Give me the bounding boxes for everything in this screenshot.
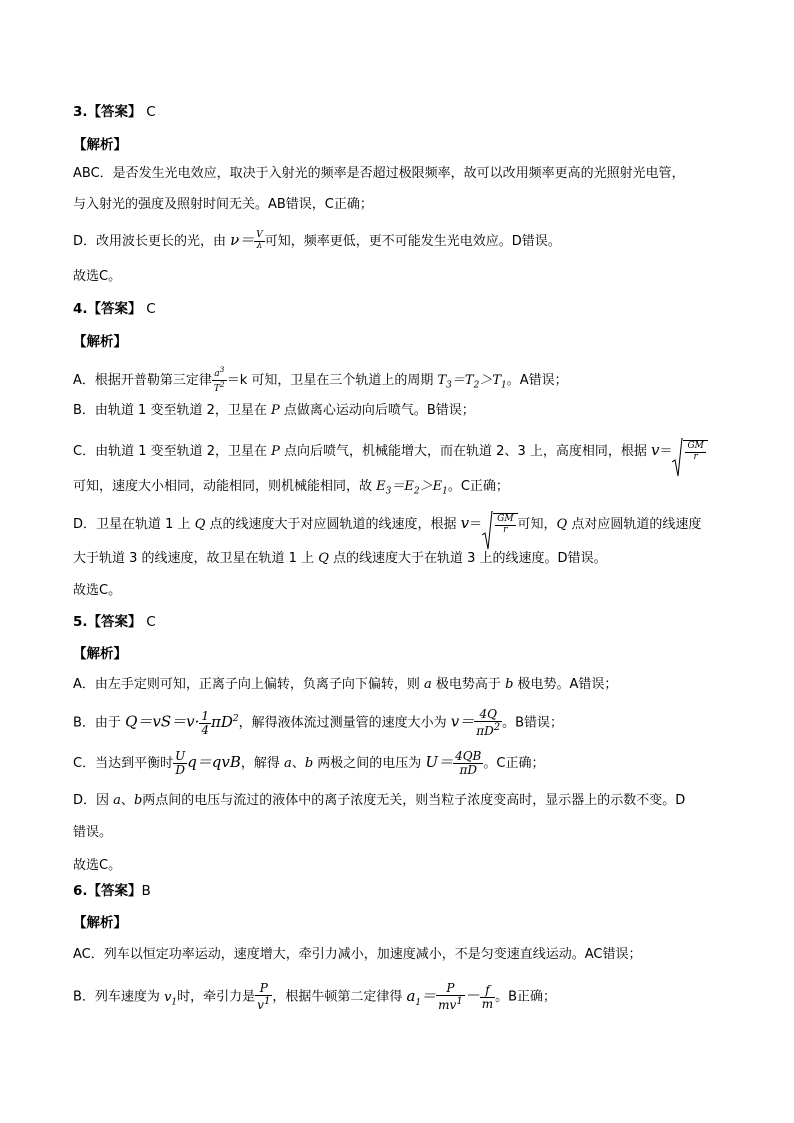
- q5-velocity-frac: $\frac{4Q}{\pi D^2}$: [476, 707, 501, 739]
- q4-line-c1-pre: C．由轨道 1 变至轨道 2，卫星在: [73, 443, 272, 459]
- q6-number: 6.: [73, 883, 88, 899]
- q4-answer: C: [146, 301, 156, 317]
- q5-line-c-post: 。C正确；: [483, 756, 545, 772]
- q4-line-d1-mid: 点的线速度大于对应圆轨道的线速度，根据: [205, 516, 461, 532]
- q4-line-c1-mid: 点向后喷气，机械能增大，而在轨道 2、3 上，高度相同，根据: [279, 443, 651, 459]
- q6-line-b: [73, 982, 556, 1012]
- q6-accel-frac1: $\frac{P}{mv^1}$: [438, 981, 463, 1013]
- q4-line-b-post: 点做离心运动向后喷气。B错误；: [279, 403, 475, 418]
- q5-d-point-a: a: [113, 793, 121, 808]
- q5-quarter-frac: $\frac{1}{4}$: [201, 708, 209, 737]
- q3-line2: 与入射光的强度及照射时间无关。AB错误，C正确；: [73, 197, 373, 212]
- q5-area-term: $\pi D^2$: [211, 712, 239, 731]
- q4-header: [73, 300, 156, 318]
- q5-d-point-b: b: [133, 793, 143, 808]
- q4-point-q: Q: [194, 516, 206, 532]
- q5-voltage-lhs: U＝: [425, 753, 454, 772]
- q4-energy-relation: $E_3=E_2>E_1$: [376, 479, 448, 497]
- q5-line-c: C．当达到平衡时 $\frac{U}{D}$ q＝qvB，解得 a、b 两极之间的电压为 U＝ $\frac{4QB}{\pi D}$ 。C正确；: [73, 749, 545, 778]
- q5-line-a-post: 极电势。A错误；: [513, 677, 618, 692]
- q4-line-a-mid: ＝k 可知，卫星在三个轨道上的周期: [226, 372, 438, 388]
- q4-sqrt-formula: $\frac{GM}{r}$: [672, 440, 707, 463]
- q6-line-b-post: 。B正确；: [495, 989, 557, 1005]
- q6-answer: B: [141, 883, 151, 899]
- q5-line-c-mid2: 两极之间的电压为: [313, 756, 426, 772]
- q5-number: 5.: [73, 614, 88, 630]
- q4-sqrt-formula-2: $\frac{GM}{r}$: [482, 513, 517, 536]
- q6-header: [73, 882, 151, 900]
- q3-answer: C: [146, 104, 156, 120]
- q4-line-c2-pre: 可知，速度大小相同，动能相同，则机械能相同，故: [73, 479, 377, 494]
- q3-analysis-tag: 【解析】: [73, 137, 127, 153]
- q5-line-d1: D．因 a、b两点间的电压与流过的液体中的离子浓度无关，则当粒子浓度变高时，显示器上的示数不变。D: [73, 793, 686, 808]
- q5-conclusion: 故选C。: [73, 858, 122, 873]
- q4-line-a: [73, 366, 568, 395]
- q5-point-b: b: [505, 677, 514, 692]
- q5-velocity-lhs: v＝: [450, 712, 475, 731]
- q4-point-p: P: [271, 403, 280, 418]
- q4-line-c2-post: 。C正确；: [447, 479, 509, 494]
- q4-point-p2: P: [271, 443, 280, 459]
- q4-line-a-pre: A．根据开普勒第三定律: [73, 372, 212, 388]
- q6-v1: $v_1$: [164, 989, 178, 1008]
- q5-analysis-tag: 【解析】: [73, 646, 127, 662]
- q4-point-q3: Q: [318, 551, 329, 566]
- q6-line-ac: AC．列车以恒定功率运动，速度增大，牵引力减小，加速度减小，不是匀变速直线运动。AC错误；: [73, 947, 642, 962]
- q4-answer-tag: 【答案】: [87, 301, 142, 317]
- q4-line-c2: [73, 478, 509, 501]
- q5-flow-formula: Q＝vS＝v·: [125, 712, 200, 731]
- q4-number: 4.: [73, 301, 88, 317]
- q5-balance-rhs: q＝qvB: [187, 753, 241, 772]
- q5-balance-frac: $\frac{U}{D}$: [175, 749, 186, 778]
- q5-line-b-pre: B．由于: [73, 715, 126, 731]
- q4-period-relation: $T_3=T_2>T_1$: [437, 372, 507, 391]
- q5-line-a-mid: 极电势高于: [431, 677, 506, 692]
- q6-answer-tag: 【答案】: [87, 883, 142, 899]
- q5-line-a: [73, 676, 617, 694]
- q4-kepler-frac: $\frac{a^3}{T^2}$: [213, 365, 225, 394]
- q5-line-d1-pre: D．因: [73, 793, 114, 808]
- q4-line-d1-pre: D．卫星在轨道 1 上: [73, 516, 195, 532]
- q5-answer-tag: 【答案】: [87, 614, 142, 630]
- q5-line-c-mid: ，解得: [240, 756, 285, 772]
- q6-line-b-mid: 时，牵引力是: [177, 989, 256, 1005]
- q4-line-d1-post: 点对应圆轨道的线速度: [567, 516, 702, 532]
- q3-formula-frac: $\frac{V}{\lambda}$: [256, 230, 263, 251]
- q6-minus: －: [464, 986, 480, 1005]
- q3-line1: ABC．是否发生光电效应，取决于入射光的频率是否超过极限频率，故可以改用频率更高的光照射光电管，: [73, 166, 685, 181]
- q5-line-d1-post: 两点间的电压与流过的液体中的离子浓度无关，则当粒子浓度变高时，显示器上的示数不变。D: [142, 793, 686, 808]
- q5-voltage-frac: $\frac{4QB}{\pi D}$: [455, 749, 482, 778]
- q4-formula-v: v: [650, 440, 660, 459]
- q4-line-b: [73, 402, 475, 420]
- q4-analysis-tag: 【解析】: [73, 334, 127, 350]
- q5-line-a-pre: A．由左手定则可知，正离子向上偏转，负离子向下偏转，则: [73, 677, 425, 692]
- q4-point-q2: Q: [556, 516, 568, 532]
- q6-analysis-tag: 【解析】: [73, 915, 127, 931]
- q4-line-d1-mid2: 可知，: [517, 516, 557, 532]
- q4-line-d2-pre: 大于轨道 3 的线速度，故卫星在轨道 1 上: [73, 551, 319, 566]
- q4-line-d1: D．卫星在轨道 1 上 Q 点的线速度大于对应圆轨道的线速度，根据 v＝ $\frac{GM}{r}$ 可知，Q 点对应圆轨道的线速度: [73, 513, 701, 536]
- q5-points-ab: a: [284, 756, 292, 772]
- q5-point-a: a: [424, 677, 432, 692]
- q4-conclusion: 故选C。: [73, 583, 122, 598]
- q3-line3-pre: D．改用波长更长的光，由: [73, 234, 231, 249]
- q6-accel-frac2: $\frac{f}{m}$: [481, 982, 494, 1011]
- q3-number: 3.: [73, 104, 88, 120]
- q5-line-b-mid: ，解得液体流过测量管的速度大小为: [238, 715, 451, 731]
- q3-line3: [73, 231, 561, 252]
- q3-header: [73, 103, 156, 121]
- q4-line-c1: C．由轨道 1 变至轨道 2，卫星在 P 点向后喷气，机械能增大，而在轨道 2、3 上，高度相同，根据 v＝ $\frac{GM}{r}$: [73, 440, 708, 463]
- q5-header: [73, 613, 156, 631]
- q3-conclusion: 故选C。: [73, 269, 122, 284]
- q6-line-b-mid2: ，根据牛顿第二定律得: [272, 989, 407, 1005]
- q3-formula: ν＝: [230, 231, 255, 249]
- q4-formula-v2: v: [460, 513, 470, 532]
- q5-points-ab-b: b: [304, 756, 314, 772]
- q6-line-b-pre: B．列车速度为: [73, 989, 165, 1005]
- q5-line-d2: 错误。: [73, 825, 113, 840]
- q3-answer-tag: 【答案】: [87, 104, 142, 120]
- q4-line-a-post: 。A错误；: [506, 372, 568, 388]
- q6-accel-lhs: $a_1=$: [406, 986, 437, 1008]
- q6-force-frac: $\frac{P}{v^1}$: [257, 981, 271, 1013]
- q4-line-d2-post: 点的线速度大于在轨道 3 上的线速度。D错误。: [328, 551, 607, 566]
- q5-answer: C: [146, 614, 156, 630]
- q5-line-b: [73, 708, 563, 738]
- q5-line-b-post: 。B错误；: [502, 715, 564, 731]
- q4-line-d2: [73, 550, 607, 568]
- q5-line-c-pre: C．当达到平衡时: [73, 756, 174, 772]
- q4-line-b-pre: B．由轨道 1 变至轨道 2，卫星在: [73, 403, 271, 418]
- q3-line3-post: 可知，频率更低，更不可能发生光电效应。D错误。: [264, 234, 561, 249]
